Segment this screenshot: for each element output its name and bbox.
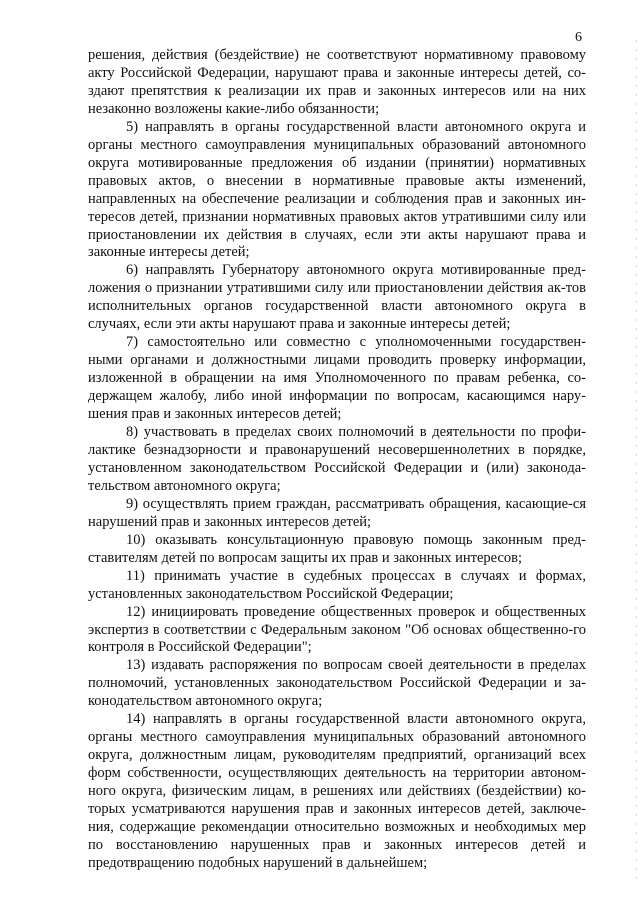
document-body	[88, 47, 586, 873]
scan-edge-artifact	[636, 40, 637, 880]
paragraph-item-14: 14) направлять в органы государственной власти автономного округа, органы местного самоуправления муниципальных образований автономного округа, должностным лицам, руководителям предприятий, организаций всех форм собственности, осуществляющих деятельность на территории автоном-ного округа, физическим лицам, в решениях или действиях (бездействии) ко-торых усматриваются нарушения прав и законных интересов детей, заключе-ния, содержащие рекомендации относительно возможных и необходимых мер по восстановлению нарушенных прав и законных интересов детей и предотвращению подобных нарушений в дальнейшем;	[88, 711, 586, 871]
paragraph-continuation: решения, действия (бездействие) не соответствуют нормативному правовому акту Российской Федерации, нарушают права и законные интересы детей, со-здают препятствия к реализации их прав и законных интересов или на них незаконно возложены какие-либо обязанности;	[88, 47, 586, 117]
paragraph-item-11: 11) принимать участие в судебных процессах в случаях и формах, установленных законодательством Российской Федерации;	[88, 567, 586, 602]
paragraph-item-6: 6) направлять Губернатору автономного округа мотивированные пред-ложения о признании утратившими силу или приостановлении действия ак-тов исполнительных органов государственной власти автономного округа в случаях, если эти акты нарушают права и законные интересы детей;	[88, 262, 586, 333]
paragraph-item-12: 12) инициировать проведение общественных проверок и общественных экспертиз в соответствии с Федеральным законом "Об основах общественно-го контроля в Российской Федерации";	[88, 603, 586, 656]
paragraph-item-7: 7) самостоятельно или совместно с уполномоченными государствен-ными органами и должностными лицами проводить проверку информации, изложенной в обращении на имя Уполномоченного по правам ребенка, со-держащем жалобу, либо иной информации по вопросам, касающимся нару-шения прав и законных интересов детей;	[88, 334, 586, 423]
paragraph-item-10: 10) оказывать консультационную правовую помощь законным пред-ставителям детей по вопросам защиты их прав и законных интересов;	[88, 531, 586, 566]
paragraph-item-5: 5) направлять в органы государственной власти автономного округа и органы местного самоуправления муниципальных образований автономного округа мотивированные предложения об издании (принятии) нормативных правовых актов, о внесении в нормативные правовые акты изменений, направленных на обеспечение реализации и соблюдения прав и законных ин-тересов детей, признании нормативных правовых актов утратившими силу или приостановлении их действия в случаях, если эти акты нарушают права и законные интересы детей;	[88, 118, 586, 261]
paragraph-item-13: 13) издавать распоряжения по вопросам своей деятельности в пределах полномочий, установленных законодательством Российской Федерации и за-конодательством автономного округа;	[88, 657, 586, 710]
page-number: 6	[575, 30, 582, 45]
paragraph-item-9: 9) осуществлять прием граждан, рассматривать обращения, касающие-ся нарушений прав и законных интересов детей;	[88, 495, 586, 530]
paragraph-item-8: 8) участвовать в пределах своих полномочий в деятельности по профи-лактике безнадзорности и правонарушений несовершеннолетних в порядке, установленном законодательством Российской Федерации и (или) законода-тельством автономного округа;	[88, 424, 586, 494]
